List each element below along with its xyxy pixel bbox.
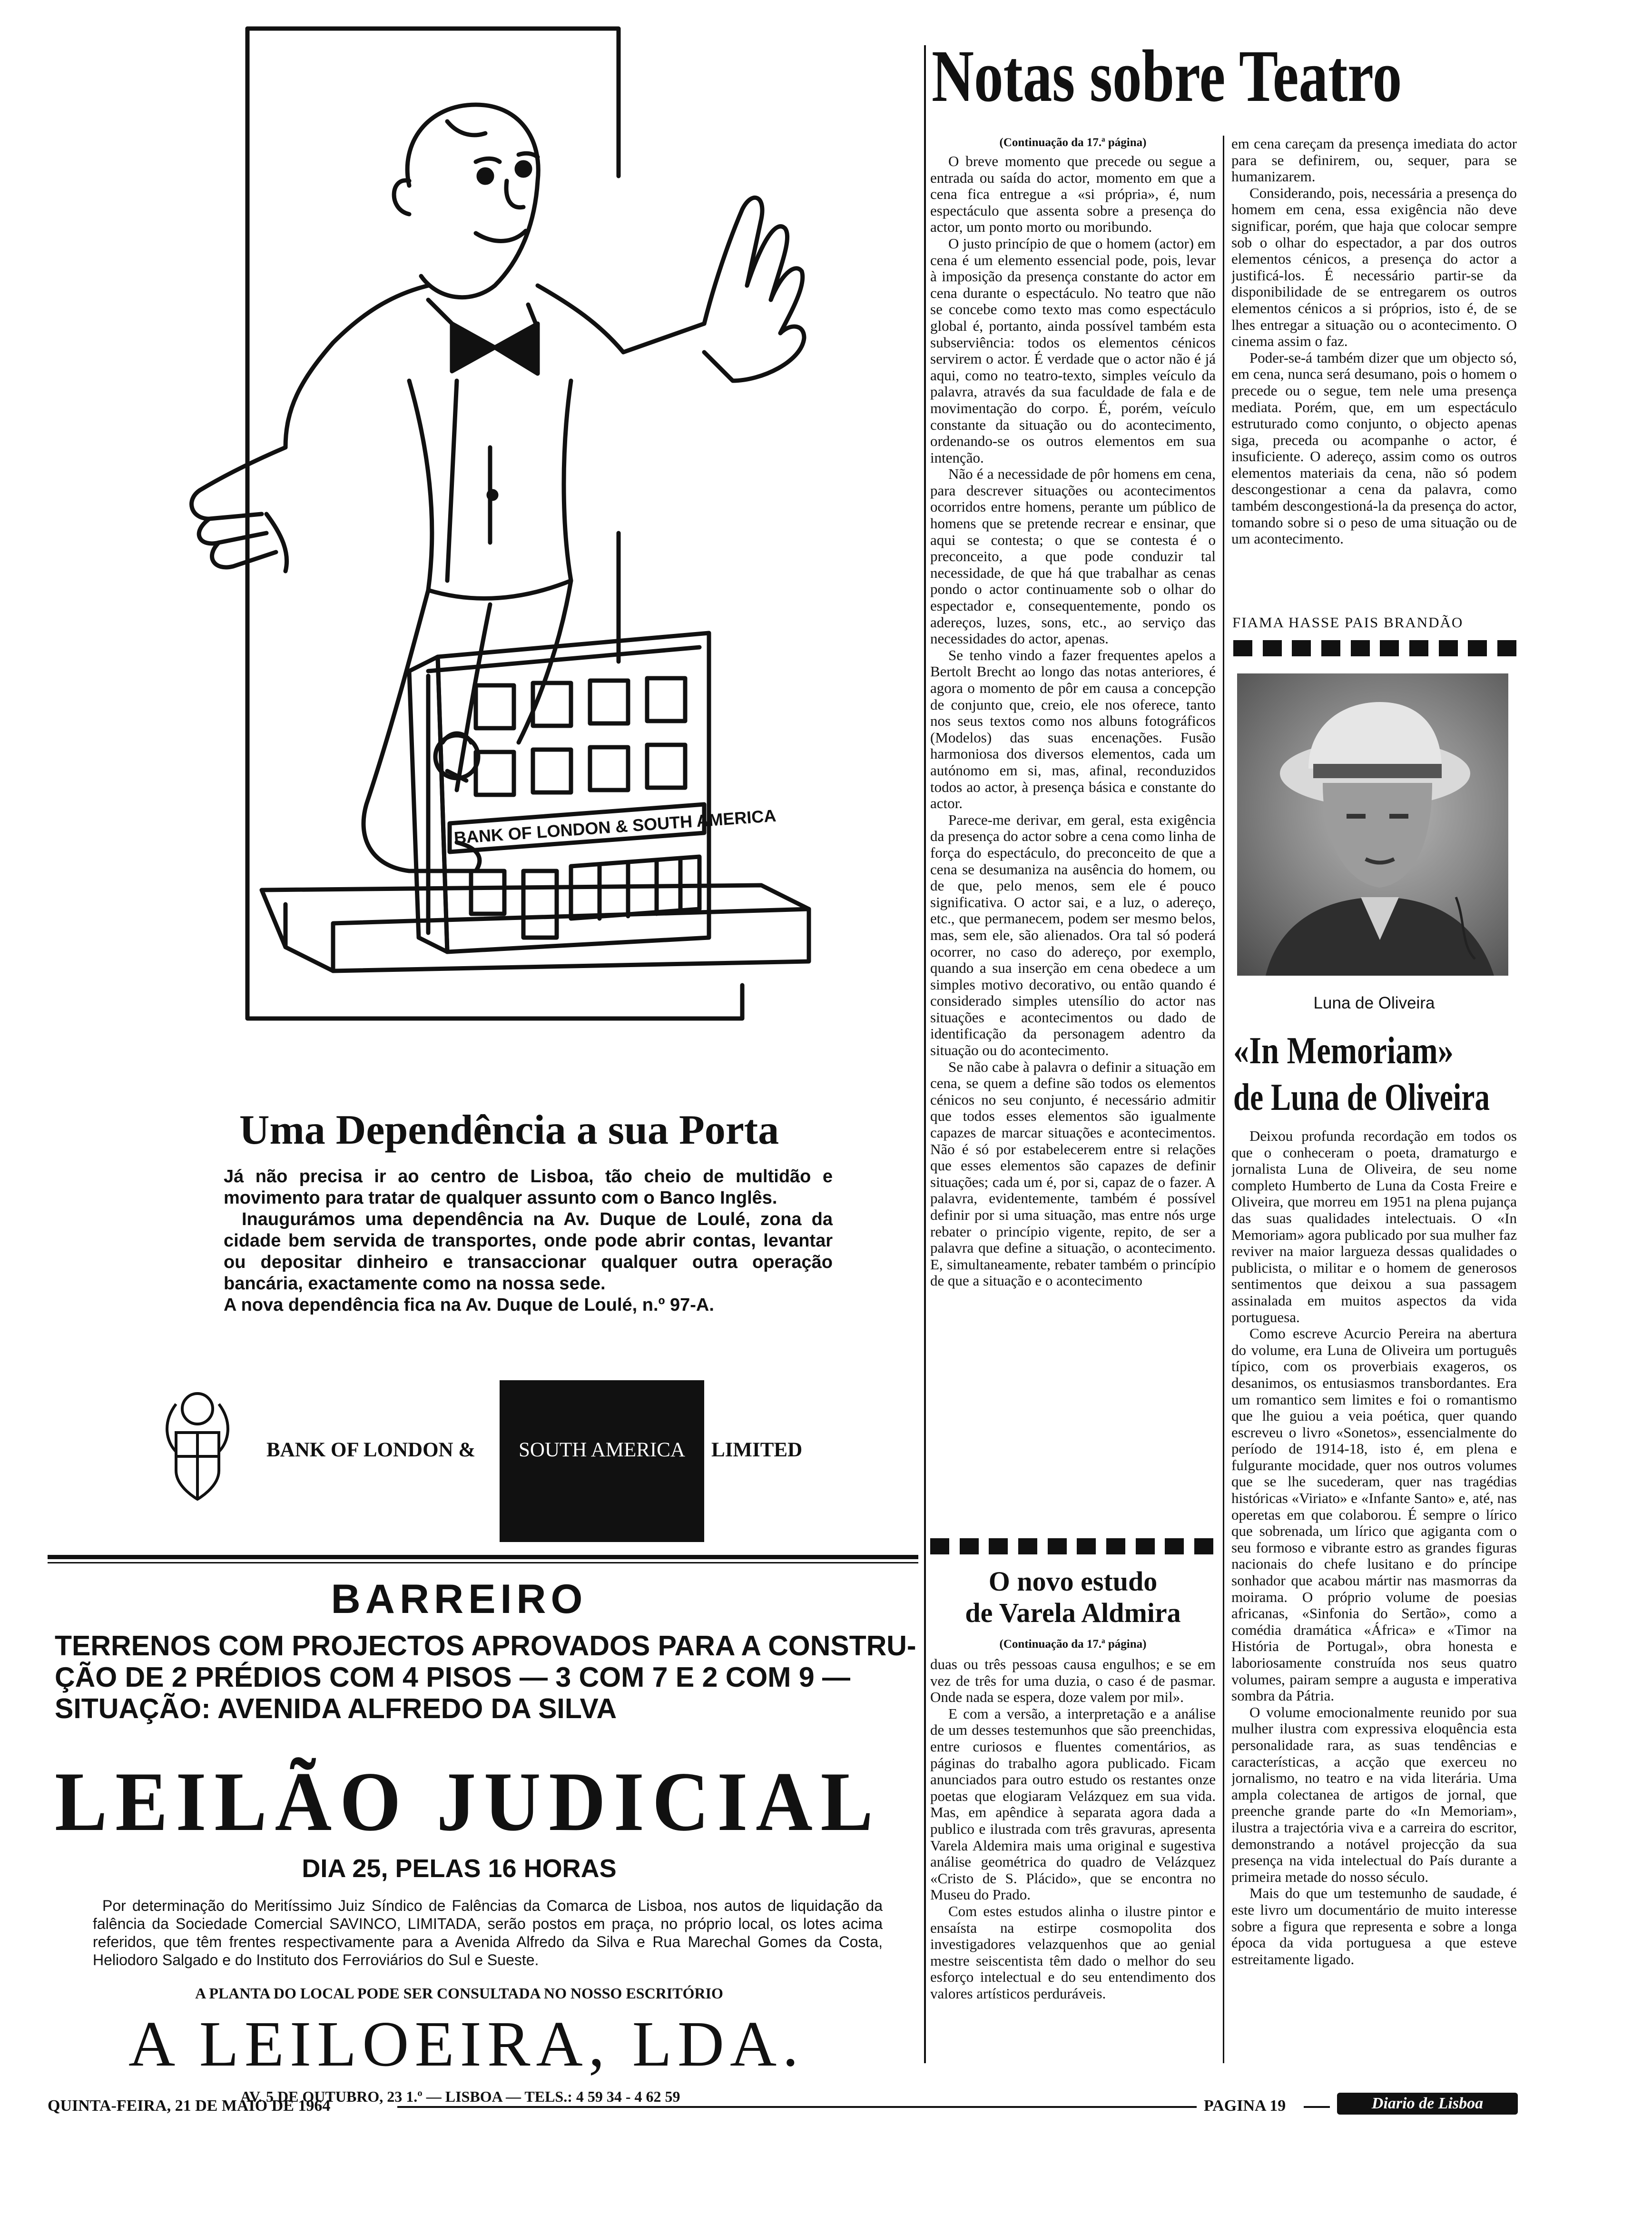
auction-line-1: TERRENOS COM PROJECTOS APROVADOS PARA A CONSTRU- — [55, 1630, 916, 1661]
auction-date: DIA 25, PELAS 16 HORAS — [302, 1854, 617, 1883]
footer-rule — [397, 2106, 1197, 2108]
varela-paragraph: duas ou três pessoas causa engulhos; e se em vez de três for uma duzia, o caso é de pasmar. Onde nada se espera, doze valem por mil». — [930, 1656, 1216, 1706]
bank-ad-body — [224, 1166, 833, 1316]
varela-paragraph: E com a versão, a interpretação e a análise de um desses testemunhos que são preenchidas, entre curiosos e fluentes comentários, as páginas do trabalho agora publicado. Ficam anunciados para outro estudo os restantes onze poetas que elogiaram Velázquez em sua vida. Mas, em apêndice à separata agora dada a publico e ilustrada com três gravuras, apresenta Varela Aldemira mais uma original e sugestiva análise geométrica do quadro de Velázquez «Cristo de S. Plácido», que se encontra no Museu do Prado. — [930, 1705, 1216, 1903]
portrait-photo-image — [1237, 673, 1508, 976]
portrait-photo — [1237, 673, 1508, 976]
teatro-paragraph: Se tenho vindo a fazer frequentes apelos a Bertolt Brecht ao longo das notas anteriores, é agora o momento de pôr em causa a concepção de conjunto que, creio, ele nos oferece, tanto nos seus textos como nos albuns fotográficos (Modelos) das suas encenações. Fusão harmoniosa dos diversos elementos, cada um autónomo em si, mas, afinal, reconduzidos todos ao actor, à presença básica e constante do actor. — [930, 646, 1216, 812]
auction-description — [55, 1630, 925, 1724]
varela-continuation: (Continuação da 17.ª página) — [999, 1638, 1147, 1651]
bank-name-box — [500, 1380, 704, 1542]
teatro-title: Notas sobre Teatro — [932, 35, 1402, 117]
footer-date: QUINTA-FEIRA, 21 DE MAIO DE 1964 — [48, 2097, 331, 2115]
varela-title — [930, 1566, 1216, 1629]
section-separator — [1233, 640, 1516, 656]
auction-title: LEILÃO JUDICIAL — [55, 1754, 881, 1849]
auction-plan-note: A PLANTA DO LOCAL PODE SER CONSULTADA NO NOSSO ESCRITÓRIO — [195, 1985, 723, 2002]
footer-rule — [1304, 2106, 1330, 2108]
memoriam-body — [1231, 1128, 1517, 2068]
varela-paragraph: Com estes estudos alinha o ilustre pintor e ensaísta na estirpe cosmopolita dos investigadores velazquenhos que ao genial mestre seiscentista têm dado o melhor do seu esforço intelectual e do seu entendimento dos valores artísticos perduráveis. — [930, 1902, 1216, 2002]
bank-ad-paragraph: Inaugurámos uma dependência na Av. Duque de Loulé, zona da cidade bem servida de transportes, onde pode abrir contas, levantar ou depositar dinheiro e transaccionar qualquer outra operação bancária, exactamente como na nossa sede. — [224, 1209, 833, 1294]
footer-masthead: Diario de Lisboa — [1337, 2093, 1518, 2115]
building-sign-text: BANK OF LONDON & SOUTH AMERICA — [453, 805, 777, 848]
teatro-paragraph: Parece-me derivar, em geral, esta exigência da presença do actor sobre a cena como linha de força do espectáculo, do preconceito de que a cena se desumaniza na ausência do homem, ou de que, pelo menos, sem ele é pouco significativa. O actor sai, e a luz, o adereço, etc., que permanecem, podem ser mesmo belos, mas, sem ele, são alienados. Ora tal só poderá ocorrer, no caso do adereço, por exemplo, quando a sua inserção em cena obedece a um simples motivo decorativo, ou então quando é considerado simples utensílio do actor nas situações e acontecimentos ou dado de identificação da personagem adentro da situação ou do acontecimento. — [930, 811, 1216, 1059]
teatro-column-2 — [1231, 136, 1517, 595]
memoriam-paragraph: O volume emocionalmente reunido por sua mulher ilustra com expressiva eloquência esta personalidade rara, as suas tendências e características, a acção que exerceu no jornalismo, no teatro e na vida literária. Uma ampla colectanea de artigos de jornal, que preenche grande parte do «In Memoriam», ilustra a trajectória viva e a carreira do escritor, demonstrando a notável projecção da sua presença na vida intelectual do País durante a primeira metade do nosso século. — [1231, 1703, 1517, 1885]
teatro-paragraph: Poder-se-á também dizer que um objecto só, em cena, nunca será desumano, pois o homem o precede ou o segue, tem nele uma presença mediata. Porém, que, em um espectáculo estruturado como conjunto, o objecto apenas siga, preceda ou acompanhe o actor, é insuficiente. O adereço, assim como os outros elementos materiais da cena, não só podem descongestionar a cena da palavra, como também descongestioná-la da presença do actor, tomando sobre si o peso de uma situação ou de um acontecimento. — [1231, 349, 1517, 547]
bank-name-box-text: SOUTH AMERICA — [518, 1439, 685, 1461]
auction-company: A LEILOEIRA, LDA. — [128, 2008, 805, 2080]
teatro-paragraph: O justo princípio de que o homem (actor) em cena é um elemento essencial pode, pois, levar à imposição da presença constante do actor em cena durante o espectáculo. No teatro que não se concebe como texto mas como espectáculo global é, portanto, ainda possível também esta subserviência: todos os elementos cénicos servirem o actor. É verdade que o actor não é já aqui, como no teatro-texto, simples veículo da palavra, através da sua faculdade de fala e de movimentação do corpo. É, porém, veículo constante da situação ou do acontecimento, ordenando-se os outros elementos em sua intenção. — [930, 235, 1216, 466]
teatro-paragraph: Se não cabe à palavra o definir a situação em cena, se quem a define são todos os elementos cénicos no seu conjunto, é necessário admitir que todos esses elementos são igualmente capazes de marcar situações e acontecimentos. Não é só por estabelecerem entre si relações que esses elementos são capazes de definir situações; cada um é, por si, capaz de o fazer. A palavra, evidentemente, também é possível definir por si uma situação, mas entre nós urge rebater o princípio vigente, repito, de ser a palavra que define a situação, o acontecimento. E, simultaneamente, rebater também o princípio de que a situação e o acontecimento — [930, 1058, 1216, 1289]
column-divider — [924, 45, 926, 2063]
column-divider — [1223, 136, 1224, 2063]
bank-ad-paragraph: Já não precisa ir ao centro de Lisboa, tão cheio de multidão e movimento para tratar de qualquer assunto com o Banco Inglês. — [224, 1167, 833, 1208]
varela-body — [930, 1656, 1216, 2066]
bank-name-left: BANK OF LONDON & — [266, 1439, 476, 1461]
teatro-continuation: (Continuação da 17.ª página) — [999, 136, 1147, 149]
bank-ad-paragraph: A nova dependência fica na Av. Duque de Loulé, n.º 97-A. — [224, 1295, 714, 1315]
bank-name-right: LIMITED — [711, 1439, 803, 1461]
teatro-author: FIAMA HASSE PAIS BRANDÃO — [1232, 614, 1464, 631]
section-separator — [930, 1538, 1213, 1554]
memoriam-paragraph: Mais do que um testemunho de saudade, é este livro um documentário de muito interesse sobre a figura que representa e sobre a longa época da vida portuguesa a que esteve estreitamente ligado. — [1231, 1885, 1517, 1968]
auction-line-2: ÇÃO DE 2 PRÉDIOS COM 4 PISOS — 3 COM 7 E 2 COM 9 — — [55, 1661, 851, 1693]
auction-top-rule-thin — [48, 1562, 918, 1563]
auction-town: BARREIRO — [331, 1576, 588, 1622]
bank-ad-headline: Uma Dependência a sua Porta — [239, 1107, 779, 1153]
memoriam-title-2: de Luna de Oliveira — [1233, 1077, 1490, 1118]
memoriam-title-1: «In Memoriam» — [1233, 1030, 1454, 1072]
auction-line-3: SITUAÇÃO: AVENIDA ALFREDO DA SILVA — [55, 1693, 617, 1724]
teatro-paragraph: Considerando, pois, necessária a presença do homem em cena, essa exigência não deve significar, porém, que haja que colocar sempre sob o olhar do espectador, a par dos outros elementos cénicos, a presença do actor a justificá-los. É necessário partir-se da disponibilidade de se entregarem os outros elementos cénicos a si próprios, isto é, de se lhes entregar a situação ou o acontecimento. O cinema assim o faz. — [1231, 184, 1517, 350]
memoriam-paragraph: Como escreve Acurcio Pereira na abertura do volume, era Luna de Oliveira um português típico, com os proverbiais exageros, os desanimos, os entusiasmos transbordantes. Era um romantico sem limites e foi o romantismo que lhe guiou a veia poética, quer quando escreveu o livro «Sonetos», essencialmente do período de 1914-18, isto é, em plena e fulgurante mocidade, quer nos outros volumes que se lhe sucederam, quer nas tragédias históricas «Viriato» e «Infante Santo» e, até, nas operetas em que colaborou. É sempre o lírico que sobrenada, um lírico que agiganta com o seu formoso e vibrante estro as grandes figuras nacionais do chefe lusitano e do príncipe sonhador que acabou mártir nas masmorras da moirama. O próprio volume de poesias africanas, «Sinfonia do Sertão», como a comédia dramática «África» e «Timor na História de Portugal», obra honesta e laboriosamente construída nos seus quatro volumes, pairam sempre a augusta e imperativa sombra da Pátria. — [1231, 1325, 1517, 1704]
bank-illustration — [143, 19, 856, 1090]
auction-address: AV. 5 DE OUTUBRO, 23 1.º — LISBOA — TELS.: 4 59 34 - 4 62 59 — [240, 2088, 680, 2105]
bank-advertisement — [143, 19, 856, 1390]
teatro-column-1 — [930, 153, 1216, 1586]
memoriam-paragraph: Deixou profunda recordação em todos os que o conheceram o poeta, dramaturgo e jornalista Luna de Oliveira, de seu nome completo Humberto de Luna da Costa Freire e Oliveira, que morreu em 1951 na plena pujança das suas qualidades intelectuais. O «In Memoriam» agora publicado por sua mulher faz reviver na maior largueza dessas qualidades o publicista, o militar e o homem de generosos sentimentos que deixou a sua passagem assinalada em muitos aspectos da vida portuguesa. — [1231, 1128, 1517, 1325]
teatro-paragraph: em cena careçam da presença imediata do actor para se definirem, ou, sequer, para se humanizarem. — [1231, 136, 1517, 185]
auction-body: Por determinação do Meritíssimo Juiz Síndico de Falências da Comarca de Lisboa, nos autos de liquidação da falência da Sociedade Comercial SAVINCO, LIMITADA, serão postos em praça, no próprio local, os lotes acima referidos, que têm frentes respectivamente para a Avenida Alfredo da Silva e Rua Marechal Gomes da Costa, Heliodoro Salgado e do Instituto dos Ferroviários do Sul e Sueste. — [93, 1897, 883, 1968]
varela-title-line-2: de Varela Aldmira — [965, 1597, 1181, 1628]
auction-top-rule — [48, 1555, 918, 1559]
footer — [48, 2092, 1527, 2120]
bank-name-row — [266, 1380, 861, 1471]
footer-page: PAGINA 19 — [1204, 2097, 1286, 2115]
bank-crest-icon — [157, 1385, 238, 1504]
photo-caption: Luna de Oliveira — [1313, 994, 1435, 1012]
varela-title-line-1: O novo estudo — [988, 1566, 1158, 1597]
teatro-paragraph: O breve momento que precede ou segue a entrada ou saída do actor, momento em que a cena fica entregue a «si própria», é, num espectáculo que assenta sobre a presença do actor, um ponto morto ou moribundo. — [930, 153, 1216, 236]
teatro-paragraph: Não é a necessidade de pôr homens em cena, para descrever situações ou acontecimentos ocorridos entre homens, perante um público de homens que se pretende recrear e ensinar, que aqui se contesta; o que se contesta é o preconceito, a que pode conduzir tal necessidade, de que há que trabalhar as cenas pondo o actor continuamente sob o olhar do espectador e, consequentemente, pondo os adereços, luzes, sons, etc., ao serviço das necessidades do actor, apenas. — [930, 465, 1216, 647]
